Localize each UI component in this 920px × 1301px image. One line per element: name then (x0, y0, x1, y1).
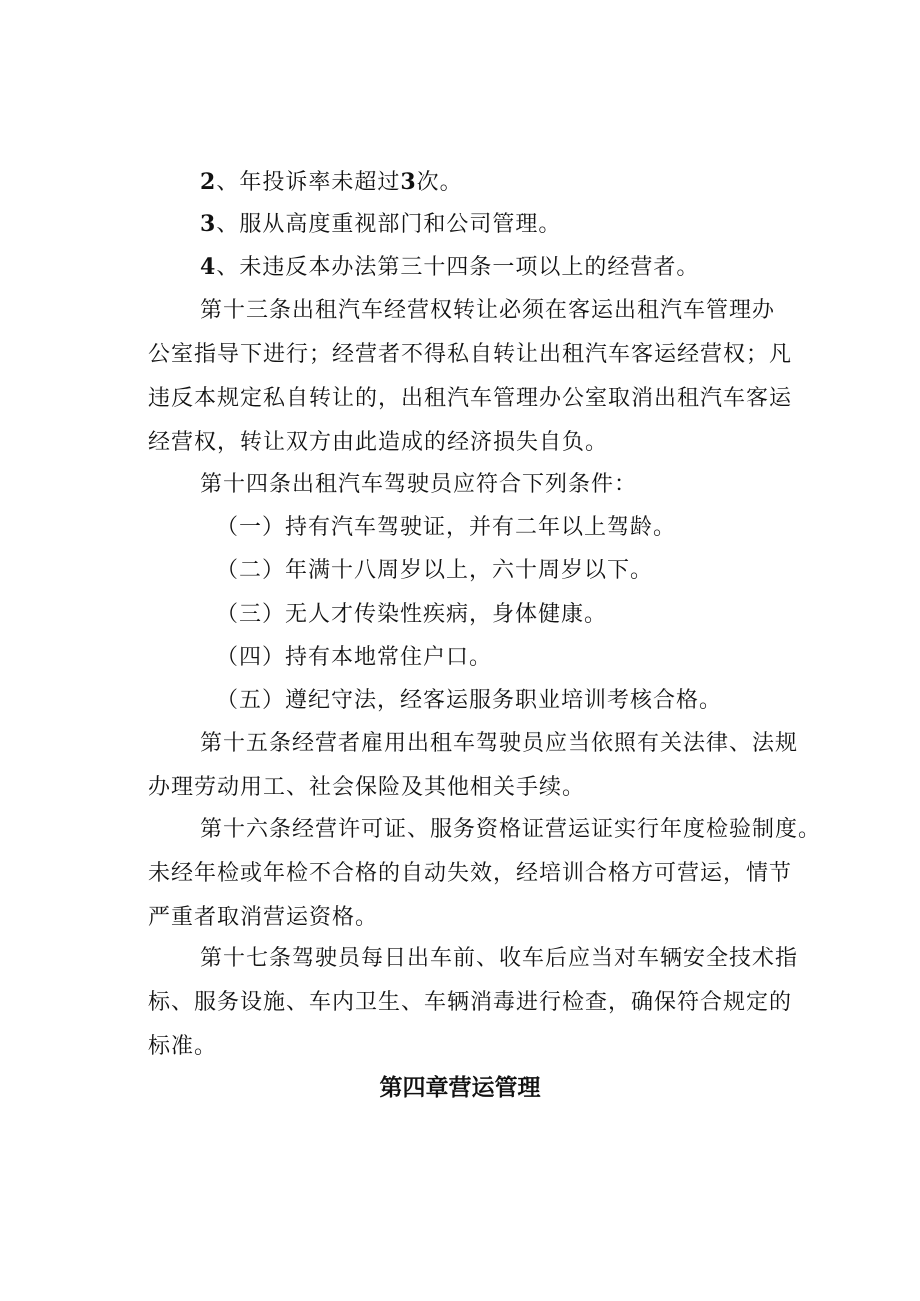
article-16-line: 未经年检或年检不合格的自动失效，经培训合格方可营运，情节 (148, 861, 793, 886)
item-2-text: 、年投诉率未超过 (216, 170, 401, 195)
article-15-line: 办理劳动用工、社会保险及其他相关手续。 (148, 775, 586, 800)
article-17 (148, 937, 800, 1069)
article-13 (148, 289, 800, 465)
item-2 (148, 160, 852, 205)
article-13-line: 经营权，转让双方由此造成的经济损失自负。 (148, 430, 609, 455)
item-4-number: 4 (200, 254, 217, 280)
article-15 (148, 722, 800, 810)
chapter-heading: 第四章营运管理 (379, 1075, 541, 1101)
article-15-line: 第十五条经营者雇用出租车驾驶员应当依照有关法律、法规 (200, 731, 799, 756)
article-16 (148, 808, 822, 940)
article-14-intro: 第十四条出租汽车驾驶员应符合下列条件： (200, 472, 638, 497)
item-2-tail: 次。 (416, 170, 463, 195)
condition-2: （二）年满十八周岁以上，六十周岁以下。 (216, 558, 654, 583)
item-3 (148, 202, 852, 247)
condition-4: （四）持有本地常住户口。 (216, 645, 493, 670)
article-16-line: 严重者取消营运资格。 (148, 905, 379, 930)
condition-3: （三）无人才传染性疾病，身体健康。 (216, 602, 608, 627)
item-4-text: 、未违反本办法第三十四条一项以上的经营者。 (216, 255, 700, 280)
article-13-line: 违反本规定私自转让的，出租汽车管理办公室取消出租汽车客运 (148, 386, 793, 411)
item-3-number: 3 (200, 211, 217, 237)
article-17-line: 标准。 (148, 1034, 218, 1059)
item-2-count: 3 (400, 169, 417, 195)
article-17-line: 第十七条驾驶员每日出车前、收车后应当对车辆安全技术指 (200, 946, 799, 971)
item-4 (148, 245, 852, 290)
article-17-line: 标、服务设施、车内卫生、车辆消毒进行检查，确保符合规定的 (148, 990, 793, 1015)
article-13-line: 公室指导下进行；经营者不得私自转让出租汽车客运经营权；凡 (148, 342, 793, 367)
item-3-text: 、服从高度重视部门和公司管理。 (216, 212, 562, 237)
condition-1: （一）持有汽车驾驶证，并有二年以上驾龄。 (216, 515, 677, 540)
article-16-line: 第十六条经营许可证、服务资格证营运证实行年度检验制度。 (200, 817, 822, 842)
condition-5: （五）遵纪守法，经客运服务职业培训考核合格。 (216, 688, 723, 713)
article-13-line: 第十三条出租汽车经营权转让必须在客运出租汽车管理办 (200, 298, 776, 323)
item-2-number: 2 (200, 169, 217, 195)
